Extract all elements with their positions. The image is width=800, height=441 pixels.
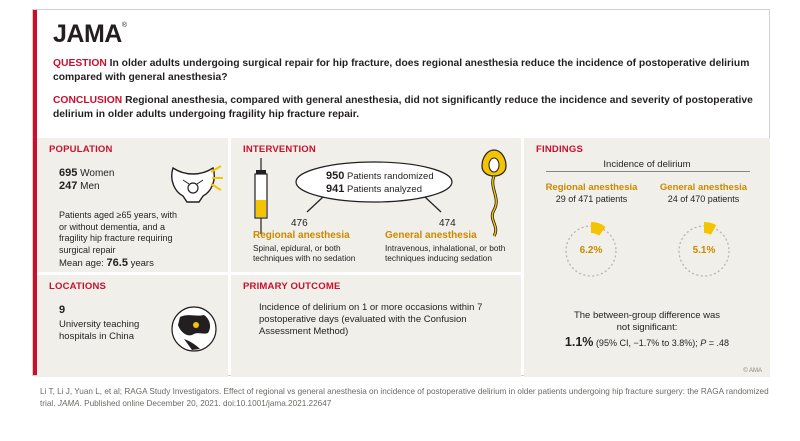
population-mean-age: Mean age: 76.5 years: [59, 257, 154, 269]
general-delirium-percent: 5.1%: [692, 245, 716, 256]
findings-panel: [524, 138, 770, 377]
difference-text: The between-group difference was not significant:: [573, 310, 721, 333]
question-text: QUESTION In older adults undergoing surgical repair for hip fracture, does regional anesthesia reduce the incidence of postoperative delirium compared with general anesthesia?: [53, 58, 750, 83]
locations-title: LOCATIONS: [49, 281, 107, 292]
copyright: © AMA: [743, 368, 762, 374]
regional-count: 476: [291, 218, 308, 229]
anesthesia-mask-icon: [479, 148, 509, 238]
general-findings-detail: 24 of 470 patients: [667, 194, 740, 204]
findings-divider: [546, 171, 750, 172]
locations-panel: [37, 275, 228, 377]
p-label: P: [700, 338, 707, 348]
p-value: = .48: [706, 338, 730, 348]
general-delirium-wedge: [704, 222, 716, 235]
difference-ci: (95% CI, −1.7% to 3.8%);: [595, 338, 698, 348]
general-count: 474: [439, 218, 456, 229]
primary-outcome-text: Incidence of delirium on 1 or more occasions within 7 postoperative days (evaluated with the Confusion Assessment Method): [259, 302, 483, 337]
general-findings-name: General anesthesia: [659, 182, 748, 193]
primary-outcome-title: PRIMARY OUTCOME: [243, 281, 341, 292]
primary-outcome-panel: [231, 275, 521, 377]
population-counts: 695 Women 247 Men: [59, 167, 115, 192]
regional-delirium-wedge: [591, 222, 606, 236]
intervention-panel: [231, 138, 521, 272]
regional-findings-name: Regional anesthesia: [545, 182, 638, 193]
pelvis-icon: [167, 158, 219, 208]
intervention-title: INTERVENTION: [243, 144, 316, 155]
population-title: POPULATION: [49, 144, 113, 155]
citation: Li T, Li J, Yuan L, et al; RAGA Study Investigators. Effect of regional vs general anesthesia on incidence of postoperative delirium in older patients undergoing hip fracture surgery: the RAGA randomized trial. JAMA. Published online December 20, 2021. doi:10.1001/jama.2021.22647: [40, 387, 769, 408]
difference-value: 1.1%: [564, 335, 594, 349]
visual-abstract-card: [32, 9, 770, 376]
difference-line: [524, 337, 770, 350]
findings-subtitle: Incidence of delirium: [603, 159, 691, 170]
jama-logo: JAMA®: [53, 20, 127, 48]
conclusion-text: CONCLUSION Regional anesthesia, compared with general anesthesia, did not significantly reduce the incidence and severity of postoperative delirium in older adults undergoing fragility hip fracture repair.: [53, 95, 753, 120]
population-criteria: Patients aged ≥65 years, with or without dementia, and a fragility hip fracture requiring surgical repair: [59, 210, 178, 255]
regional-delirium-percent: 6.2%: [579, 245, 603, 256]
regional-findings-detail: 29 of 471 patients: [555, 194, 628, 204]
globe-icon: [170, 305, 218, 353]
regional-name: Regional anesthesia: [253, 230, 350, 241]
general-desc: Intravenous, inhalational, or both techniques inducing sedation: [385, 243, 506, 263]
locations-text: University teaching hospitals in China: [59, 319, 140, 342]
locations-count: 9: [59, 304, 66, 316]
question-label: QUESTION: [53, 58, 107, 69]
general-name: General anesthesia: [385, 230, 477, 241]
syringe-icon: [251, 158, 271, 236]
regional-desc: Spinal, epidural, or both techniques with no sedation: [253, 243, 356, 263]
findings-title: FINDINGS: [536, 144, 583, 155]
population-panel: [37, 138, 228, 272]
conclusion-label: CONCLUSION: [53, 95, 123, 106]
randomized-summary: 950 Patients randomized 941 Patients analyzed: [326, 170, 434, 195]
